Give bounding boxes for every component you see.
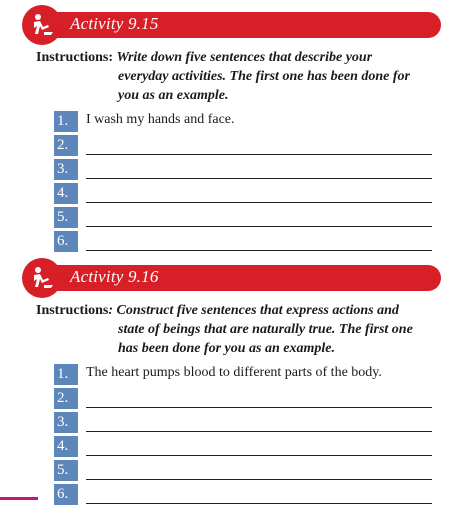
example-answer: The heart pumps blood to different parts of the body. bbox=[86, 365, 382, 380]
person-writing-icon bbox=[29, 265, 55, 291]
answer-line[interactable] bbox=[86, 250, 432, 251]
person-writing-icon bbox=[29, 12, 55, 38]
list-item bbox=[54, 363, 436, 387]
instructions-label: Instructions bbox=[36, 50, 109, 65]
instructions-label: Instructions bbox=[36, 303, 109, 318]
instructions bbox=[36, 48, 436, 105]
item-number: 2. bbox=[54, 135, 78, 156]
answer-line[interactable] bbox=[86, 431, 432, 432]
activity-title-bar bbox=[40, 12, 441, 38]
list-item bbox=[54, 158, 436, 182]
list-item bbox=[54, 230, 436, 254]
list-item bbox=[54, 110, 436, 134]
item-number: 6. bbox=[54, 231, 78, 252]
list-item bbox=[54, 435, 436, 459]
answer-line[interactable] bbox=[86, 455, 432, 456]
answer-line[interactable] bbox=[86, 407, 432, 408]
answer-line[interactable] bbox=[86, 503, 432, 504]
activity-title: Activity 9.16 bbox=[70, 267, 159, 286]
item-number: 4. bbox=[54, 436, 78, 457]
instructions-line: state of beings that are naturally true. The first one bbox=[118, 322, 413, 337]
instructions-line: has been done for you as an example. bbox=[118, 341, 335, 356]
answer-line[interactable] bbox=[86, 202, 432, 203]
activity-badge bbox=[22, 5, 62, 45]
instructions-line: everyday activities. The first one has been done for bbox=[118, 69, 411, 84]
item-number: 6. bbox=[54, 484, 78, 505]
instructions bbox=[36, 301, 436, 358]
instructions-line: Write down five sentences that describe your bbox=[116, 50, 373, 65]
answer-line[interactable] bbox=[86, 479, 432, 480]
item-number: 3. bbox=[54, 159, 78, 180]
answer-line[interactable] bbox=[86, 226, 432, 227]
list-item bbox=[54, 134, 436, 158]
answer-list bbox=[54, 110, 436, 254]
activity-title-bar bbox=[40, 265, 441, 291]
instructions-line: you as an example. bbox=[118, 88, 229, 103]
list-item bbox=[54, 459, 436, 483]
item-number: 5. bbox=[54, 207, 78, 228]
instructions-colon: : bbox=[108, 303, 114, 318]
item-number: 1. bbox=[54, 111, 78, 132]
list-item bbox=[54, 387, 436, 411]
item-number: 4. bbox=[54, 183, 78, 204]
instructions-colon: : bbox=[108, 50, 114, 65]
answer-list bbox=[54, 363, 436, 507]
item-number: 2. bbox=[54, 388, 78, 409]
activity-title: Activity 9.15 bbox=[70, 14, 159, 33]
list-item bbox=[54, 411, 436, 435]
item-number: 1. bbox=[54, 364, 78, 385]
item-number: 5. bbox=[54, 460, 78, 481]
example-answer: I wash my hands and face. bbox=[86, 112, 235, 127]
list-item bbox=[54, 483, 436, 507]
instructions-line: Construct five sentences that express actions and bbox=[116, 303, 399, 318]
answer-line[interactable] bbox=[86, 178, 432, 179]
list-item bbox=[54, 206, 436, 230]
answer-line[interactable] bbox=[86, 154, 432, 155]
list-item bbox=[54, 182, 436, 206]
activity-badge bbox=[22, 258, 62, 298]
item-number: 3. bbox=[54, 412, 78, 433]
